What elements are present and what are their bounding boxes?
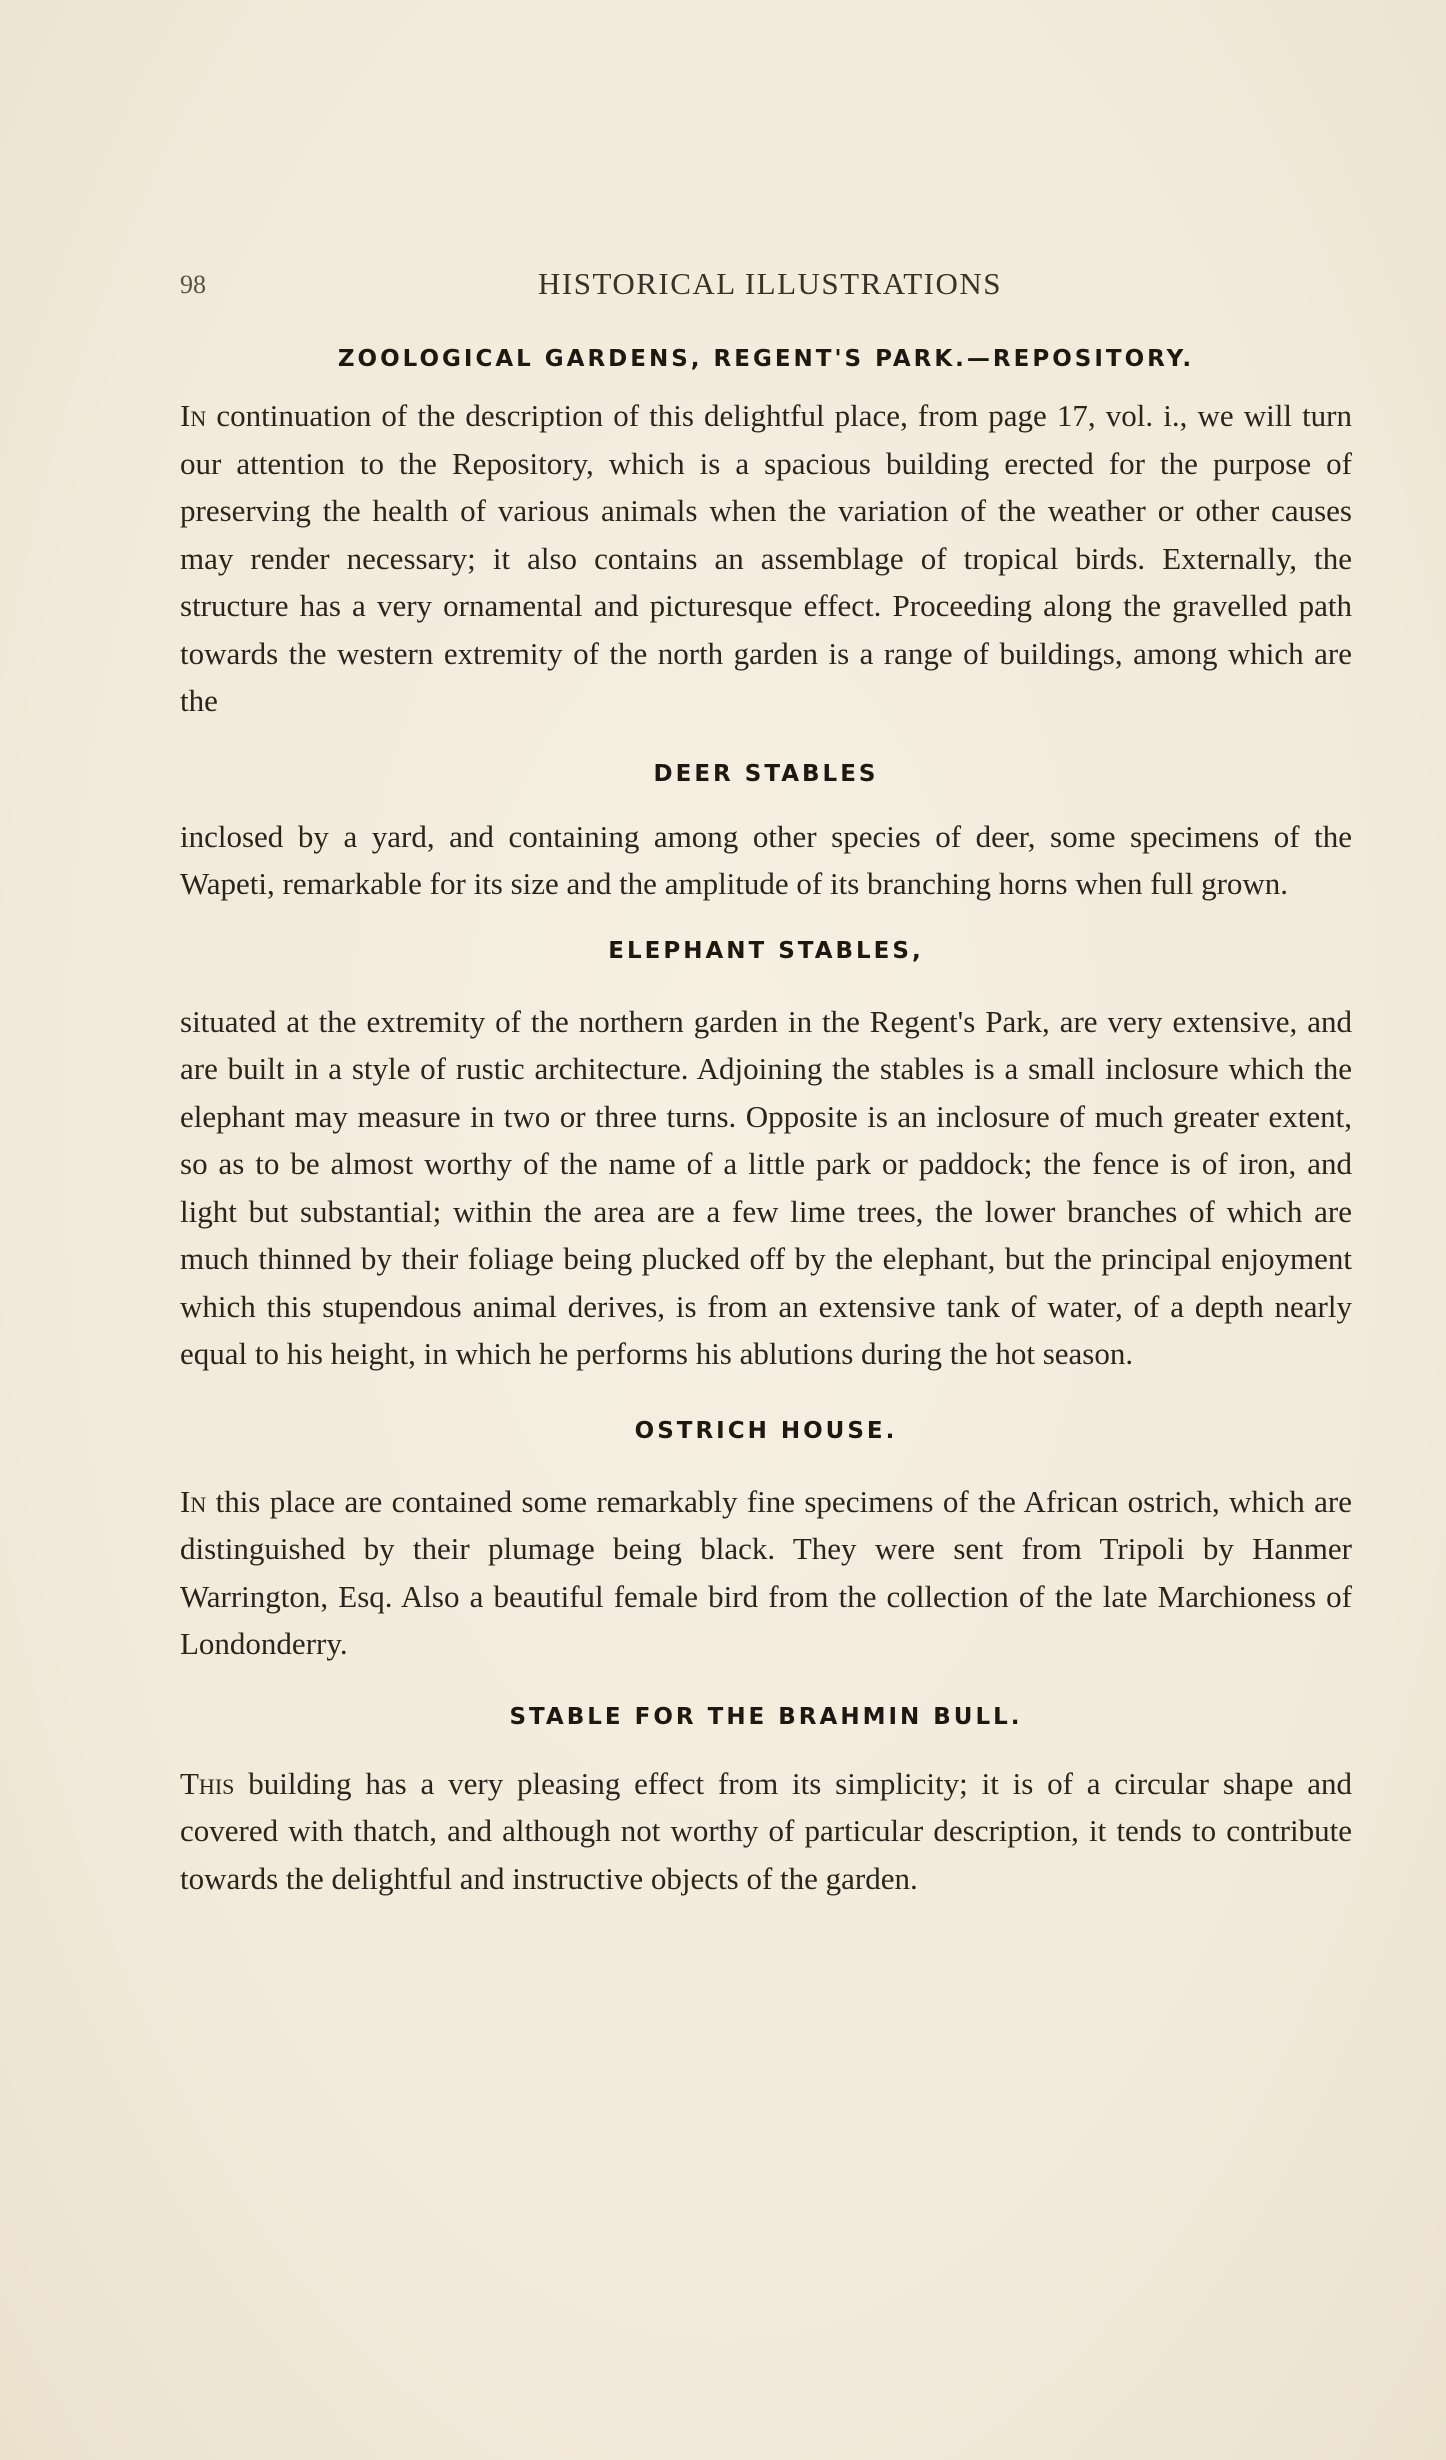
paragraph-text: continuation of the description of this delightful place, from page 17, vol. i., we will turn our attention to the Repository, which is a spacious building erected for the purpose of preserving the health of various animals when the variation of the weather or other causes may render necessary; it also contains an assemblage of tropical birds. Externally, the structure has a very ornamental and picturesque effect. Proceeding along the gravelled path towards the western extremity of the north garden is a range of buildings, among which are the <box>180 398 1353 718</box>
page-header <box>180 266 1360 306</box>
paragraph-brahmin-bull <box>180 1760 1352 1903</box>
page-number: 98 <box>180 270 206 299</box>
paragraph-deer-stables <box>180 813 1352 908</box>
section-heading-elephant-stables: ELEPHANT STABLES, <box>608 937 924 964</box>
page-body <box>180 340 1352 1902</box>
section-heading-deer-stables: DEER STABLES <box>653 760 879 787</box>
paragraph-lead: This <box>180 1765 235 1801</box>
paragraph-text: inclosed by a yard, and containing among other species of deer, some specimens of the Wapeti, remarkable for its size and the amplitude of its branching horns when full grown. <box>180 818 1352 901</box>
paragraph-lead: In <box>180 1483 207 1519</box>
paragraph-text: building has a very pleasing effect from its simplicity; it is of a circular shape and covered with thatch, and although not worthy of particular description, it tends to contribute towards the delightful and instructive objects of the garden. <box>180 1765 1352 1896</box>
section-heading-brahmin-bull: STABLE FOR THE BRAHMIN BULL. <box>509 1703 1023 1730</box>
paragraph-text: situated at the extremity of the northern garden in the Regent's Park, are very extensive, and are built in a style of rustic architecture. Adjoining the stables is a small inclosure which the elephant may measure in two or three turns. Opposite is an inclosure of much greater extent, so as to be almost worthy of the name of a little park or paddock; the fence is of iron, and light but substantial; within the area are a few lime trees, the lower branches of which are much thinned by their foliage being plucked off by the elephant, but the principal enjoyment which this stupendous animal derives, is from an extensive tank of water, of a depth nearly equal to his height, in which he performs his ablutions during the hot season. <box>180 1003 1352 1371</box>
section-heading-repository: ZOOLOGICAL GARDENS, REGENT'S PARK.—REPOSITORY. <box>337 346 1195 372</box>
paragraph-lead: In <box>180 398 207 433</box>
paragraph-elephant-stables <box>180 998 1352 1378</box>
section-heading-ostrich-house: OSTRICH HOUSE. <box>634 1417 898 1444</box>
paragraph-text: this place are contained some remarkably fine specimens of the African ostrich, which are distinguished by their plumage being black. They were sent from Tripoli by Hanmer Warrington, Esq. Also a beautiful female bird from the collection of the late Marchioness of Londonderry. <box>180 1483 1353 1661</box>
paragraph-repository <box>180 392 1352 725</box>
paragraph-ostrich-house <box>180 1478 1352 1668</box>
running-title: HISTORICAL ILLUSTRATIONS <box>538 266 1002 301</box>
